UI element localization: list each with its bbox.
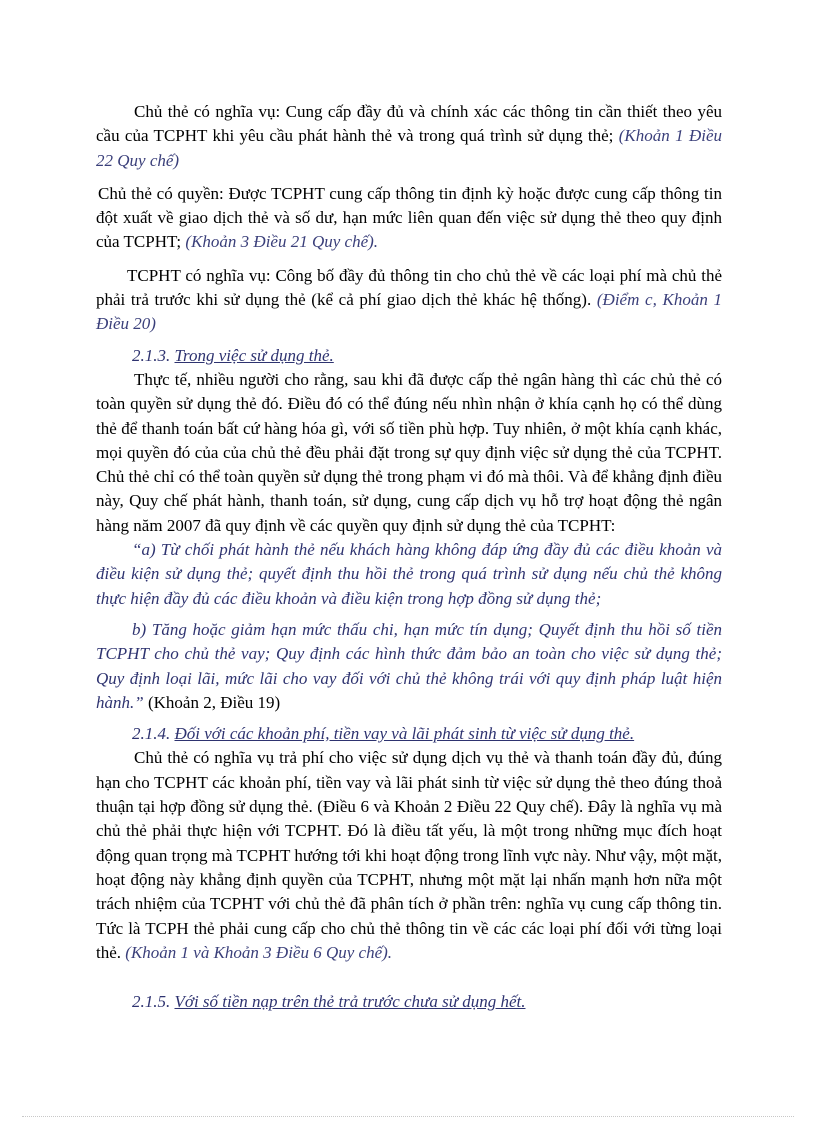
section-title: Đối với các khoản phí, tiền vay và lãi phát sinh từ việc sử dụng thẻ.: [174, 724, 635, 744]
legal-citation: (Khoản 1 và Khoản 3 Điều 6 Quy chế).: [125, 942, 393, 962]
section-body-2-1-4: [96, 746, 722, 965]
paragraph-text: Chủ thẻ có nghĩa vụ: Cung cấp đầy đủ và chính xác các thông tin cần thiết theo yêu cầu của TCPHT khi yêu cầu phát hành thẻ và trong quá trình sử dụng thẻ;: [96, 102, 722, 146]
paragraph-issuer-obligation: [96, 264, 722, 337]
paragraph-text: Chủ thẻ có nghĩa vụ trả phí cho việc sử dụng dịch vụ thẻ và thanh toán đầy đủ, đúng hạn cho TCPHT các khoản phí, tiền vay và lãi phát sinh từ việc sử dụng thẻ theo đúng thoả thuận tại hợp đồng sử dụng thẻ. (Điều 6 và Khoản 2 Điều 22 Quy chế). Đây là nghĩa vụ mà chủ thẻ phải thực hiện với TCPHT. Đó là điều tất yếu, là một trong những mục đích hoạt động quan trọng mà TCPHT hướng tới khi hoạt động trong lĩnh vực này. Như vậy, một mặt, hoạt động này khẳng định quyền của TCPHT, nhưng một mặt lại nhấn mạnh hơn nữa một trách nhiệm của TCPHT với chủ thẻ đã phân tích ở phần trên: nghĩa vụ cung cấp thông tin. Tức là TCPH thẻ phải cung cấp cho chủ thẻ thông tin về các các loại phí đối với từng loại thẻ.: [96, 748, 722, 962]
section-number: 2.1.4.: [132, 724, 171, 744]
paragraph-cardholder-right: [96, 182, 722, 255]
section-number: 2.1.5.: [132, 992, 171, 1012]
section-heading-2-1-5: [96, 990, 722, 1014]
section-title: Trong việc sử dụng thẻ.: [174, 345, 334, 365]
quote-reference: (Khoản 2, Điều 19): [147, 692, 281, 712]
quote-item-b: [96, 618, 722, 715]
legal-citation: (Khoản 1 Điều 22 Quy chế): [96, 126, 722, 170]
paragraph-text: Chủ thẻ có quyền: Được TCPHT cung cấp thông tin định kỳ hoặc được cung cấp thông tin đột xuất về giao dịch thẻ và số dư, hạn mức liên quan đến việc sử dụng thẻ theo quy định của TCPHT;: [96, 183, 722, 252]
section-heading-2-1-3: [96, 344, 722, 368]
quote-item-a: “a) Từ chối phát hành thẻ nếu khách hàng không đáp ứng đầy đủ các điều khoản và điều kiện sử dụng thẻ; quyết định thu hồi thẻ trong quá trình sử dụng nếu chủ thẻ không thực hiện đầy đủ các điều khoản và điều kiện trong hợp đồng sử dụng thẻ;: [96, 540, 722, 608]
section-body-2-1-3: Thực tế, nhiều người cho rằng, sau khi đã được cấp thẻ ngân hàng thì các chủ thẻ có toàn quyền sử dụng thẻ đó. Điều đó có thể đúng nếu nhìn nhận ở khía cạnh họ có thể dùng thẻ để thanh toán bất cứ hàng hóa gì, với số tiền phù hợp. Tuy nhiên, ở một khía cạnh khác, mọi quyền đó của của chủ thẻ đều phải đặt trong sự quy định việc sử dụng thẻ của TCPHT. Chủ thẻ chỉ có thể toàn quyền sử dụng thẻ trong phạm vi đó mà thôi. Và để khẳng định điều này, Quy chế phát hành, thanh toán, sử dụng, cung cấp dịch vụ hỗ trợ hoạt động thẻ ngân hàng năm 2007 đã quy định về các quyền quy định sử dụng thẻ của TCPHT:: [96, 369, 722, 535]
section-number: 2.1.3.: [132, 345, 171, 365]
document-page: [96, 100, 722, 1014]
legal-citation: (Khoản 3 Điều 21 Quy chế).: [185, 232, 379, 252]
section-heading-2-1-4: [96, 722, 722, 746]
legal-citation: (Điểm c, Khoản 1 Điều 20): [96, 290, 723, 334]
section-title: Với số tiền nạp trên thẻ trả trước chưa sử dụng hết.: [174, 992, 526, 1012]
quote-text: b) Tăng hoặc giảm hạn mức thấu chi, hạn mức tín dụng; Quyết định thu hồi số tiền TCPHT cho chủ thẻ vay; Quy định các hình thức đảm bảo an toàn cho việc sử dụng thẻ; Quy định loại lãi, mức lãi cho vay đối với chủ thẻ không trái với quy định pháp luật hiện hành.”: [96, 619, 722, 712]
paragraph-cardholder-obligation: [96, 100, 722, 173]
page-footer-divider: [22, 1116, 794, 1117]
paragraph-text: TCPHT có nghĩa vụ: Công bố đầy đủ thông tin cho chủ thẻ về các loại phí mà chủ thẻ phải trả trước khi sử dụng thẻ (kể cả phí giao dịch thẻ khác hệ thống).: [96, 265, 722, 310]
